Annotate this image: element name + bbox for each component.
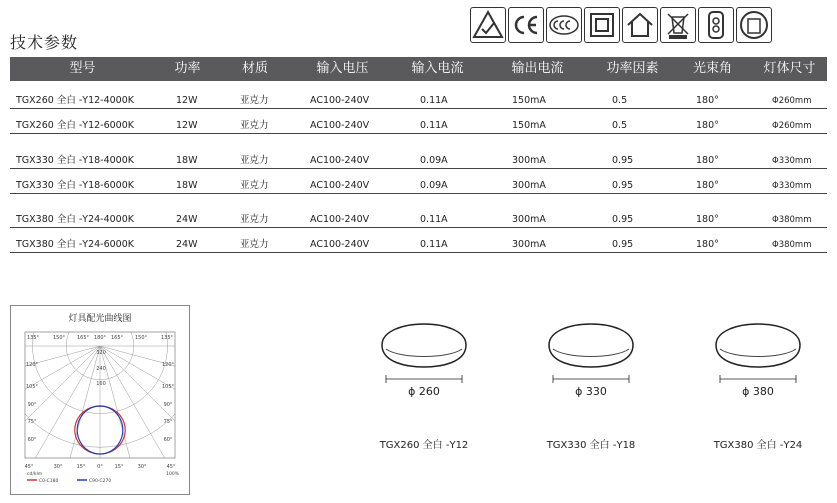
lamp-outline (380, 315, 470, 390)
angle-label: 30° (53, 464, 63, 470)
radial-label: 160 (96, 381, 106, 387)
radial-label: 320 (96, 350, 106, 356)
angle-label: 60° (163, 437, 173, 443)
table-cell: 12W (176, 95, 198, 106)
ccc-mark-icon (546, 7, 582, 43)
table-cell: 180° (696, 120, 719, 131)
lamp-diameter-label: ϕ 260 (408, 385, 440, 398)
table-row (10, 119, 827, 134)
ce-mark-icon (508, 7, 544, 43)
unit-label: cd/klm (27, 472, 43, 477)
header-beam-angle: 光束角 (692, 61, 732, 76)
angle-label: 75° (163, 419, 173, 425)
table-cell: 0.5 (612, 95, 628, 106)
lamp-drawing (547, 315, 637, 394)
table-cell: 0.11A (420, 214, 448, 225)
lamp-outline (714, 315, 804, 390)
table-cell: Φ380mm (772, 240, 812, 250)
table-cell: 0.95 (612, 239, 634, 250)
table-cell: 12W (176, 120, 198, 131)
grid-spoke (100, 346, 189, 461)
angle-label: 60° (27, 437, 37, 443)
lamp-model-caption: TGX330 全白 -Y18 (546, 440, 636, 451)
table-header (10, 57, 827, 81)
indoor-use-icon (622, 7, 658, 43)
header-power: 功率 (174, 61, 201, 76)
lamp-model-caption: TGX260 全白 -Y12 (379, 440, 469, 451)
table-cell: TGX380 全白 -Y24-6000K (16, 239, 134, 250)
grid-spoke (11, 346, 100, 388)
table-cell: AC100-240V (310, 239, 370, 250)
angle-label: 90° (27, 402, 37, 408)
table-cell: 0.11A (420, 95, 448, 106)
table-cell: 300mA (512, 214, 546, 225)
lamp-outline (547, 315, 637, 390)
table-cell: 180° (696, 95, 719, 106)
lamp-diameter-label: ϕ 330 (575, 385, 607, 398)
grid-spoke (100, 346, 189, 388)
legend-label: C90-C270 (89, 479, 112, 484)
lamp-drawing (380, 315, 470, 394)
table-cell: Φ330mm (772, 156, 812, 166)
page-title: 技术参数 (10, 33, 79, 52)
table-cell: 亚克力 (240, 214, 269, 225)
header-material: 材质 (241, 61, 268, 76)
angle-label: 0° (97, 464, 103, 470)
header-input-current: 输入电流 (411, 61, 464, 76)
angle-label: 120° (161, 362, 175, 368)
table-cell: 亚克力 (240, 95, 269, 106)
table-cell: AC100-240V (310, 180, 370, 191)
table-cell: TGX260 全白 -Y12-4000K (16, 95, 134, 106)
table-row (10, 213, 827, 228)
angle-label: 75° (27, 419, 37, 425)
table-cell: 180° (696, 239, 719, 250)
angle-label: 15° (76, 464, 86, 470)
table-row (10, 238, 827, 253)
radial-label: 240 (96, 366, 106, 372)
angle-label: 180° (93, 335, 107, 341)
table-cell: Φ260mm (772, 96, 812, 106)
angle-label: 30° (137, 464, 147, 470)
legend-label: C0-C180 (39, 479, 59, 484)
table-cell: 180° (696, 155, 719, 166)
angle-label: 135° (160, 335, 174, 341)
lamp-model-caption: TGX380 全白 -Y24 (713, 440, 803, 451)
table-cell: 150mA (512, 120, 546, 131)
table-cell: TGX380 全白 -Y24-4000K (16, 214, 134, 225)
header-output-current: 输出电流 (511, 61, 564, 76)
angle-label: 165° (110, 335, 124, 341)
table-cell: AC100-240V (310, 120, 370, 131)
table-cell: 0.95 (612, 214, 634, 225)
table-cell: 亚克力 (240, 155, 269, 166)
table-cell: 18W (176, 155, 198, 166)
table-cell: 150mA (512, 95, 546, 106)
ip-rating-icon (698, 7, 734, 43)
table-cell: 180° (696, 214, 719, 225)
lamp-diameter-label: ϕ 380 (742, 385, 774, 398)
table-row (10, 94, 827, 109)
light-distribution-chart (10, 305, 190, 495)
angle-label: 150° (134, 335, 148, 341)
table-cell: AC100-240V (310, 95, 370, 106)
grid-spoke (11, 346, 100, 461)
table-cell: AC100-240V (310, 214, 370, 225)
header-body-size: 灯体尺寸 (763, 61, 816, 76)
polar-plot (11, 328, 189, 488)
angle-label: 105° (161, 384, 175, 390)
table-cell: Φ330mm (772, 181, 812, 191)
lamp-shape-icon (736, 7, 772, 43)
table-cell: 0.11A (420, 239, 448, 250)
table-cell: 300mA (512, 180, 546, 191)
angle-label: 150° (52, 335, 66, 341)
angle-label: 90° (163, 402, 173, 408)
table-cell: TGX330 全白 -Y18-6000K (16, 180, 134, 191)
table-row (10, 179, 827, 194)
angle-label: 15° (114, 464, 124, 470)
table-cell: 0.11A (420, 120, 448, 131)
table-cell: 180° (696, 180, 719, 191)
table-cell: 18W (176, 180, 198, 191)
table-cell: 亚克力 (240, 120, 269, 131)
table-cell: AC100-240V (310, 155, 370, 166)
header-model: 型号 (69, 61, 96, 76)
header-power-factor: 功率因素 (606, 61, 659, 76)
chart-title: 灯具配光曲线图 (68, 314, 132, 324)
double-insulation-icon (584, 7, 620, 43)
header-input-voltage: 输入电压 (316, 61, 369, 76)
table-cell: Φ380mm (772, 215, 812, 225)
table-cell: 亚克力 (240, 180, 269, 191)
certification-marks (470, 7, 772, 43)
table-cell: 0.95 (612, 155, 634, 166)
table-cell: 0.09A (420, 155, 448, 166)
efficiency-label: 100% (166, 472, 179, 477)
lamp-drawing (714, 315, 804, 394)
table-cell: 300mA (512, 239, 546, 250)
angle-label: 165° (76, 335, 90, 341)
angle-label: 120° (25, 362, 39, 368)
table-cell: 0.09A (420, 180, 448, 191)
angle-label: 105° (25, 384, 39, 390)
table-cell: TGX260 全白 -Y12-6000K (16, 120, 134, 131)
table-cell: 300mA (512, 155, 546, 166)
table-cell: 24W (176, 214, 198, 225)
rcm-mark-icon (470, 7, 506, 43)
table-cell: Φ260mm (772, 121, 812, 131)
table-row (10, 154, 827, 169)
angle-label: 45° (166, 464, 176, 470)
table-cell: 24W (176, 239, 198, 250)
weee-bin-icon (660, 7, 696, 43)
table-cell: 0.5 (612, 120, 628, 131)
table-cell: 亚克力 (240, 239, 269, 250)
table-cell: 0.95 (612, 180, 634, 191)
table-cell: TGX330 全白 -Y18-4000K (16, 155, 134, 166)
angle-label: 135° (26, 335, 40, 341)
angle-label: 45° (24, 464, 34, 470)
